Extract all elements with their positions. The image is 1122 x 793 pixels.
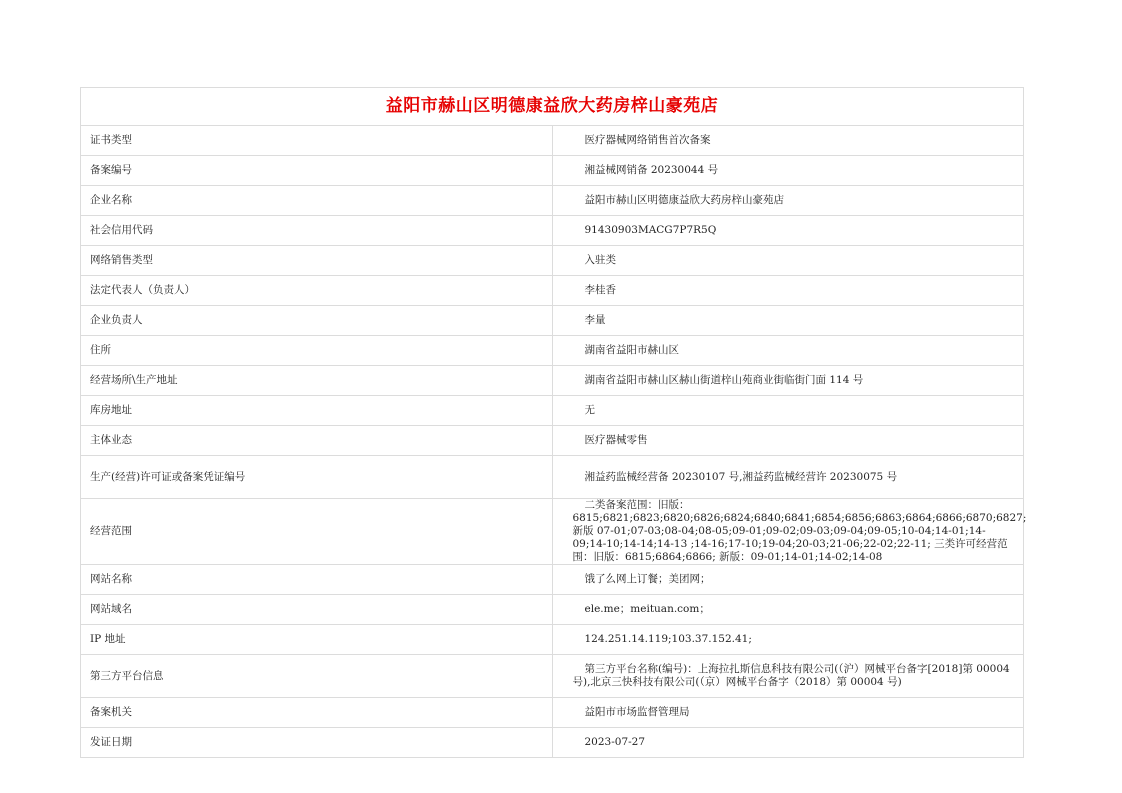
row-label: IP 地址 [81,625,553,655]
table-row [81,186,1024,216]
row-value: 湘益械网销备 20230044 号 [552,156,1024,186]
row-label: 发证日期 [81,728,553,758]
row-label: 网站域名 [81,595,553,625]
row-label: 企业名称 [81,186,553,216]
row-label: 企业负责人 [81,306,553,336]
row-value [552,655,1024,698]
row-value [552,499,1027,565]
row-label: 第三方平台信息 [81,655,553,698]
row-value: 益阳市赫山区明德康益欣大药房梓山豪苑店 [552,186,1024,216]
row-label: 社会信用代码 [81,216,553,246]
table-row [81,565,1024,595]
row-value: 益阳市市场监督管理局 [552,698,1024,728]
table-row [81,216,1024,246]
row-value: 湖南省益阳市赫山区赫山街道梓山苑商业街临街门面 114 号 [552,366,1024,396]
table-row [81,625,1024,655]
row-value: 124.251.14.119;103.37.152.41; [552,625,1024,655]
row-label: 法定代表人（负责人） [81,276,553,306]
table-row [81,655,1024,698]
table-row [81,366,1024,396]
row-value: 91430903MACG7P7R5Q [552,216,1024,246]
table-row [81,276,1024,306]
table-row [81,246,1024,276]
row-value: 2023-07-27 [552,728,1024,758]
row-value: 无 [552,396,1024,426]
row-value: 李桂香 [552,276,1024,306]
table-row [81,426,1024,456]
table-row [81,336,1024,366]
table-row [81,728,1024,758]
store-title: 益阳市赫山区明德康益欣大药房梓山豪苑店 [81,88,1024,126]
table-row [81,306,1024,336]
row-label: 备案编号 [81,156,553,186]
row-label: 经营范围 [81,499,553,565]
row-value: 医疗器械网络销售首次备案 [552,126,1024,156]
record-sheet [80,87,1027,758]
row-value: 湘益药监械经营备 20230107 号,湘益药监械经营许 20230075 号 [552,456,1024,499]
row-value-text: 二类备案范围：旧版：6815;6821;6823;6820;6826;6824;6840;6841;6854;6856;6863;6864;6866;6870;6827;新版 07-01;07-03;08-04;08-05;09-01;09-02;09-03;09-04;09-05;10-04;14-01;14-09;14-10;14-14;14-13 ;14-16;17-10;19-04;20-03;21-06;22-02;22-11; 三类许可经营范围：旧版：6815;6864;6866; 新版：09-01;14-01;14-02;14-08 [572,499,1027,563]
row-value: 湖南省益阳市赫山区 [552,336,1024,366]
row-label: 备案机关 [81,698,553,728]
record-table [80,87,1027,758]
table-row [81,156,1024,186]
table-row [81,396,1024,426]
row-value: ele.me；meituan.com； [552,595,1024,625]
table-row [81,595,1024,625]
row-label: 经营场所\生产地址 [81,366,553,396]
table-row [81,456,1024,499]
table-row [81,499,1024,565]
table-row [81,126,1024,156]
row-label: 住所 [81,336,553,366]
row-label: 生产(经营)许可证或备案凭证编号 [81,456,553,499]
table-row [81,698,1024,728]
row-label: 网站名称 [81,565,553,595]
row-value: 医疗器械零售 [552,426,1024,456]
row-value: 饿了么网上订餐；美团网； [552,565,1024,595]
row-label: 库房地址 [81,396,553,426]
row-label: 主体业态 [81,426,553,456]
row-label: 证书类型 [81,126,553,156]
row-value: 李量 [552,306,1024,336]
title-row [81,88,1024,126]
row-label: 网络销售类型 [81,246,553,276]
row-value: 入驻类 [552,246,1024,276]
row-value-text: 第三方平台名称(编号)：上海拉扎斯信息科技有限公司(（沪）网械平台备字[2018]第 00004 号),北京三快科技有限公司(（京）网械平台备字（2018）第 00004 号) [572,663,1010,688]
